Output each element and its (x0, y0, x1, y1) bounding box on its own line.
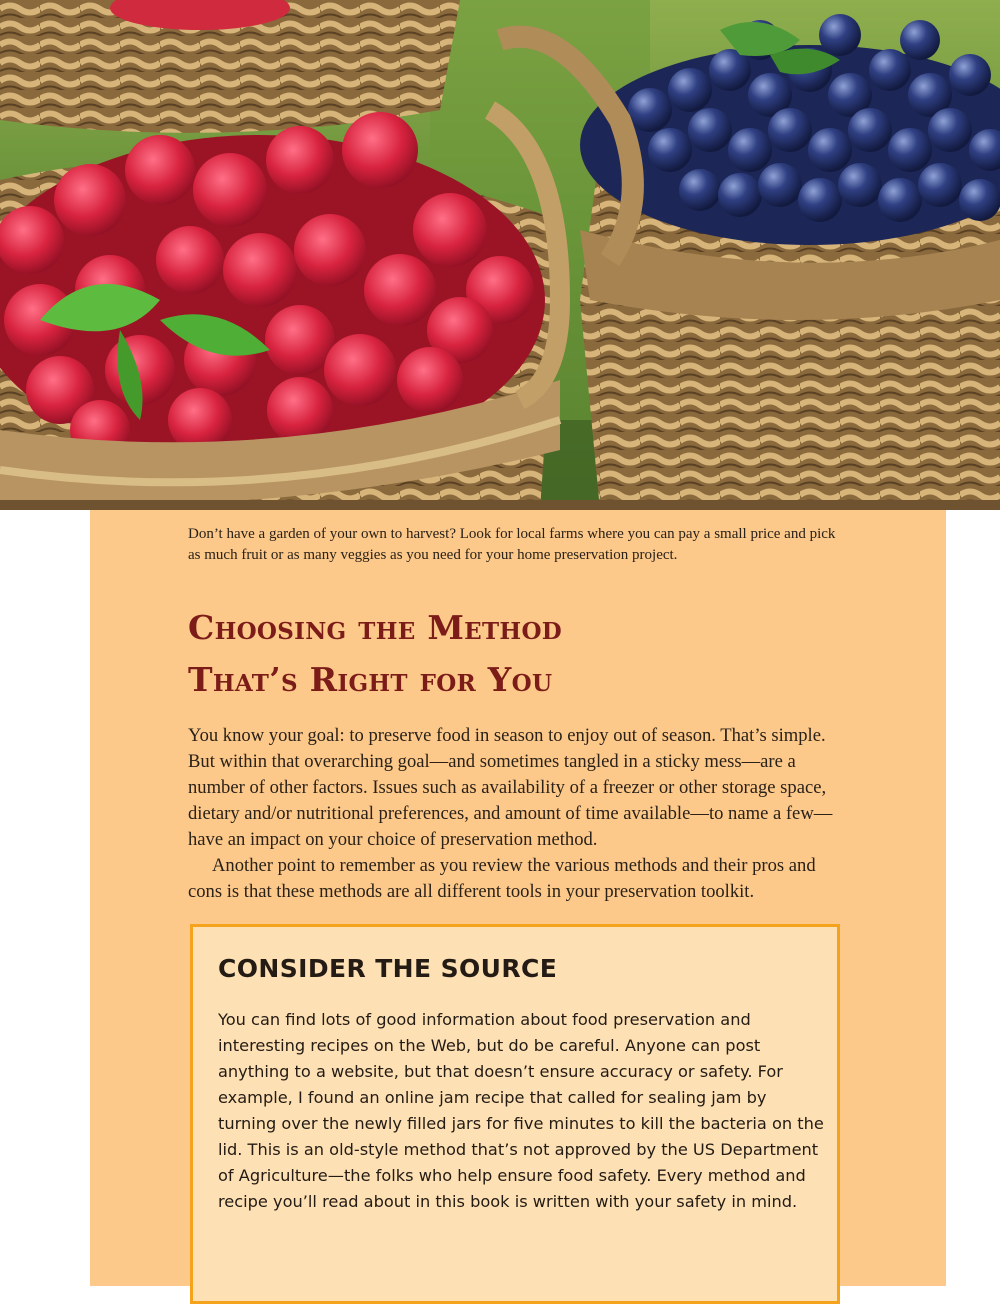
section-heading-line-2: That’s Right for You (188, 660, 553, 699)
body-paragraph-1: You know your goal: to preserve food in season to enjoy out of season. That’s simple. But within that overarching goal—and sometimes tangled in a sticky mess—are a number of other factors. Issues such as availability of a freezer or other storage space, dietary and/or nutritional preferences, and amount of time available—to name a few—have an impact on your choice of preservation method. (188, 725, 833, 850)
section-body (188, 723, 848, 905)
section-heading-line-1: Choosing the Method (188, 608, 563, 647)
photo-caption: Don’t have a garden of your own to harvest? Look for local farms where you can pay a small price and pick as much fruit or as many veggies as you need for your home preservation project. (188, 526, 836, 563)
body-paragraph-2: Another point to remember as you review the various methods and their pros and cons is that these methods are all different tools in your preservation toolkit. (188, 855, 816, 902)
sidebar-title: CONSIDER THE SOURCE (218, 954, 558, 983)
section-heading (188, 602, 888, 706)
sidebar-text: You can find lots of good information about food preservation and interesting recipes on the Web, but do be careful. Anyone can post anything to a website, but that doesn’t ensure accuracy or safety. For example, I found an online jam recipe that called for sealing jam by turning over the newly filled jars for five minutes to kill the bacteria on the lid. This is an old-style method that’s not approved by the US Department of Agriculture—the folks who help ensure food safety. Every method and recipe you’ll read about in this book is written with your safety in mind. (218, 1010, 824, 1211)
berry-baskets-photo (0, 0, 1000, 510)
